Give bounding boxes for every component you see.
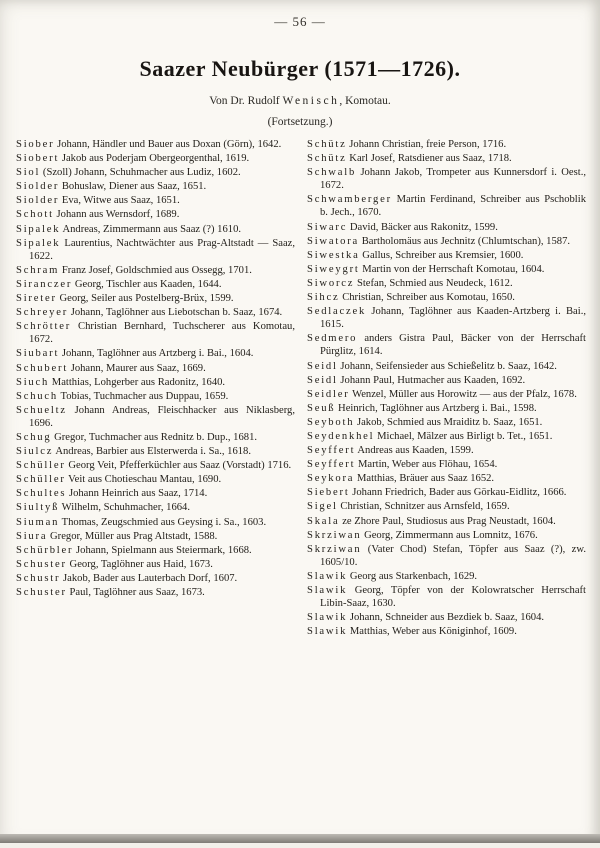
entry-surname: Siranczer [16,278,73,290]
register-entry: Siuman Thomas, Zeugschmied aus Geysing i. Sa., 1603. [16,516,267,528]
register-entry: Schuch Tobias, Tuchmacher aus Duppau, 1659. [16,390,229,402]
entry-surname: Siura [16,530,48,542]
register-entry: Siwatora Bartholomäus aus Jechnitz (Chlumtschan), 1587. [307,235,571,247]
register-entry: Siwarc David, Bäcker aus Rakonitz, 1599. [307,221,498,233]
register-entry: Sihcz Christian, Schreiber aus Komotau, 1650. [307,292,515,304]
register-entry: Schultes Johann Heinrich aus Saaz, 1714. [16,488,208,500]
byline-prefix: Von Dr. Rudolf [209,95,283,107]
entry-surname: Slawik [307,612,348,624]
entry-surname: Siol [16,167,41,179]
entry-surname: Slawik [307,570,348,582]
byline-suffix: , Komotau. [339,95,391,107]
entry-surname: Siwatora [307,235,360,247]
entry-surname: Seyboth [307,416,355,428]
entry-surname: Siweygrt [307,263,360,275]
register-entry: Siuch Matthias, Lohgerber aus Radonitz, 1640. [16,376,226,388]
entry-surname: Siwestka [307,249,360,261]
entry-surname: Sedlaczek [307,306,367,318]
register-entry: Sireter Georg, Seiler aus Postelberg-Brüx, 1599. [16,293,234,305]
register-entry: Schram Franz Josef, Goldschmied aus Ossegg, 1701. [16,264,252,276]
entry-surname: Siuman [16,516,60,528]
register-entry: Schuster Georg, Taglöhner aus Haid, 1673. [16,558,213,570]
entry-surname: Siobert [16,153,60,165]
entry-surname: Siober [16,139,55,150]
entry-surname: Siworcz [307,277,355,289]
register-entry: Schürbler Johann, Spielmann aus Steiermark, 1668. [16,544,252,556]
entry-surname: Skrziwan [307,543,362,555]
register-entry: Schüller Georg Veit, Pfefferküchler aus Saaz (Vorstadt) 1716. [16,460,292,472]
byline [0,95,600,107]
entry-surname: Slawik [307,585,348,596]
entry-surname: Siolder [16,181,60,193]
register-entry: Seidler Wenzel, Müller aus Horowitz — aus der Pfalz, 1678. [307,388,577,400]
entry-surname: Schueltz [16,404,67,416]
register-column-right [307,138,586,826]
register-entry: Seyboth Jakob, Schmied aus Mraiditz b. Saaz, 1651. [307,416,543,428]
byline-author-name: Wenisch [282,95,340,107]
entry-surname: Schuster [16,587,67,598]
register-entry: Seidl Johann Paul, Hutmacher aus Kaaden, 1692. [307,374,526,386]
register-entry: Siworcz Stefan, Schmied aus Neudeck, 1612. [307,277,513,289]
entry-surname: Slawik [307,626,348,638]
register-entry: Siol (Szoll) Johann, Schuhmacher aus Ludiz, 1602. [16,167,241,179]
entry-surname: Sigel [307,501,338,513]
register-entry: Schustr Jakob, Bader aus Lauterbach Dorf, 1607. [16,572,238,584]
entry-surname: Sireter [16,293,57,305]
register-entry: Siultyß Wilhelm, Schuhmacher, 1664. [16,502,190,514]
entry-surname: Skrziwan [307,529,362,541]
entry-surname: Seydenkhel [307,430,375,442]
register-entry: Schütz Karl Josef, Ratsdiener aus Saaz, 1718. [307,153,512,165]
entry-surname: Sipalek [16,237,61,249]
register-entry: Schwalb Johann Jakob, Trompeter aus Kunnersdorf i. Oest., 1672. [307,167,586,192]
register-entry: Skala ze Zhore Paul, Studiosus aus Prag Neustadt, 1604. [307,515,556,527]
register-entry: Siober Johann, Händler und Bauer aus Doxan (Görn), 1642. [16,139,282,150]
entry-surname: Schütz [307,153,347,165]
register-entry: Seykora Matthias, Bräuer aus Saaz 1652. [307,473,495,485]
register-entry: Schuster Paul, Taglöhner aus Saaz, 1673. [16,587,205,598]
entry-surname: Sipalek [16,223,61,235]
register-entry: Seydenkhel Michael, Mälzer aus Birligt b. Tet., 1651. [307,430,553,442]
register-entry: Siranczer Georg, Tischler aus Kaaden, 1644. [16,278,222,290]
register-entry: Skrziwan (Vater Chod) Stefan, Töpfer aus Saaz (?), zw. 1605/10. [307,543,586,568]
article-title: Saazer Neubürger (1571—1726). [139,56,461,81]
entry-surname: Siolder [16,195,60,207]
entry-surname: Sihcz [307,292,340,304]
register-entry: Sipalek Andreas, Zimmermann aus Saaz (?) 1610. [16,223,242,235]
register-entry: Seidl Johann, Seifensieder aus Schießelitz b. Saaz, 1642. [307,360,557,372]
entry-surname: Sedmero [307,333,358,345]
register-entry: Siulcz Andreas, Barbier aus Elsterwerda i. Sa., 1618. [16,446,251,458]
entry-surname: Siebert [307,487,350,499]
register-columns [0,128,600,826]
register-entry: Schubert Johann, Maurer aus Saaz, 1669. [16,362,206,374]
entry-surname: Skala [307,515,340,527]
entry-surname: Schustr [16,572,61,584]
register-entry: Schott Johann aus Wernsdorf, 1689. [16,209,180,221]
register-column-left [16,138,295,826]
register-entry: Slawik Georg aus Starkenbach, 1629. [307,570,478,582]
entry-surname: Schultes [16,488,67,500]
entry-surname: Seidler [307,388,350,400]
register-entry: Siwestka Gallus, Schreiber aus Kremsier, 1600. [307,249,524,261]
register-entry: Sipalek Laurentius, Nachtwächter aus Prag-Altstadt — Saaz, 1622. [16,237,295,262]
scan-edge-artifact [0,834,600,843]
entry-surname: Schreyer [16,307,69,319]
entry-surname: Siubart [16,348,60,360]
entry-surname: Siultyß [16,502,60,514]
entry-surname: Schüller [16,474,66,486]
entry-surname: Schuch [16,390,58,402]
register-entry: Slawik Johann, Schneider aus Bezdiek b. Saaz, 1604. [307,612,545,624]
entry-surname: Seyffert [307,459,356,471]
entry-surname: Seidl [307,360,338,372]
register-entry: Schueltz Johann Andreas, Fleischhacker aus Niklasberg, 1696. [16,404,295,429]
continuation-note: (Fortsetzung.) [267,116,333,128]
register-entry: Siolder Bohuslaw, Diener aus Saaz, 1651. [16,181,207,193]
entry-surname: Seykora [307,473,355,485]
entry-surname: Schrötter [16,321,72,333]
register-entry: Sedlaczek Johann, Taglöhner aus Kaaden-Artzberg i. Bai., 1615. [307,306,586,331]
entry-surname: Schug [16,431,52,443]
entry-surname: Schwamberger [307,194,392,206]
register-entry: Siolder Eva, Witwe aus Saaz, 1651. [16,195,180,207]
entry-surname: Seuß [307,402,336,414]
entry-surname: Seyffert [307,445,356,457]
entry-surname: Siulcz [16,446,54,458]
entry-surname: Schram [16,264,60,276]
entry-surname: Schütz [307,139,347,150]
entry-surname: Schüller [16,460,66,472]
register-entry: Slawik Georg, Töpfer von der Kolowratscher Herrschaft Libin-Saaz, 1630. [307,585,586,610]
register-entry: Seyffert Andreas aus Kaaden, 1599. [307,445,474,457]
register-entry: Siweygrt Martin von der Herrschaft Komotau, 1604. [307,263,545,275]
register-entry: Schreyer Johann, Taglöhner aus Liebotschan b. Saaz, 1674. [16,307,283,319]
register-entry: Schug Gregor, Tuchmacher aus Rednitz b. Dup., 1681. [16,431,258,443]
register-entry: Skrziwan Georg, Zimmermann aus Lomnitz, 1676. [307,529,538,541]
scan-edge-margin [0,843,600,848]
register-entry: Schrötter Christian Bernhard, Tuchscherer aus Komotau, 1672. [16,321,295,346]
entry-surname: Seidl [307,374,338,386]
register-entry: Siubart Johann, Taglöhner aus Artzberg i. Bai., 1604. [16,348,254,360]
entry-surname: Schuster [16,558,67,570]
entry-surname: Schubert [16,362,69,374]
entry-surname: Schott [16,209,54,221]
register-entry: Sigel Christian, Schnitzer aus Arnsfeld, 1659. [307,501,510,513]
register-entry: Schwamberger Martin Ferdinand, Schreiber aus Pschoblik b. Jech., 1670. [307,194,586,219]
register-entry: Sedmero anders Gistra Paul, Bäcker von der Herrschaft Pürglitz, 1614. [307,333,586,358]
register-entry: Schüller Veit aus Chotieschau Mantau, 1690. [16,474,222,486]
page-number: — 56 — [274,14,326,29]
register-entry: Slawik Matthias, Weber aus Königinhof, 1609. [307,626,517,638]
entry-surname: Siwarc [307,221,348,233]
register-entry: Siobert Jakob aus Poderjam Obergeorgenthal, 1619. [16,153,250,165]
register-entry: Seuß Heinrich, Taglöhner aus Artzberg i. Bai., 1598. [307,402,537,414]
entry-surname: Schürbler [16,544,74,556]
entry-surname: Schwalb [307,167,357,179]
register-entry: Siebert Johann Friedrich, Bader aus Görkau-Eidlitz, 1666. [307,487,567,499]
register-entry: Seyffert Martin, Weber aus Flöhau, 1654. [307,459,498,471]
register-entry: Schütz Johann Christian, freie Person, 1716. [307,139,507,150]
register-entry: Siura Gregor, Müller aus Prag Altstadt, 1588. [16,530,218,542]
entry-surname: Siuch [16,376,50,388]
